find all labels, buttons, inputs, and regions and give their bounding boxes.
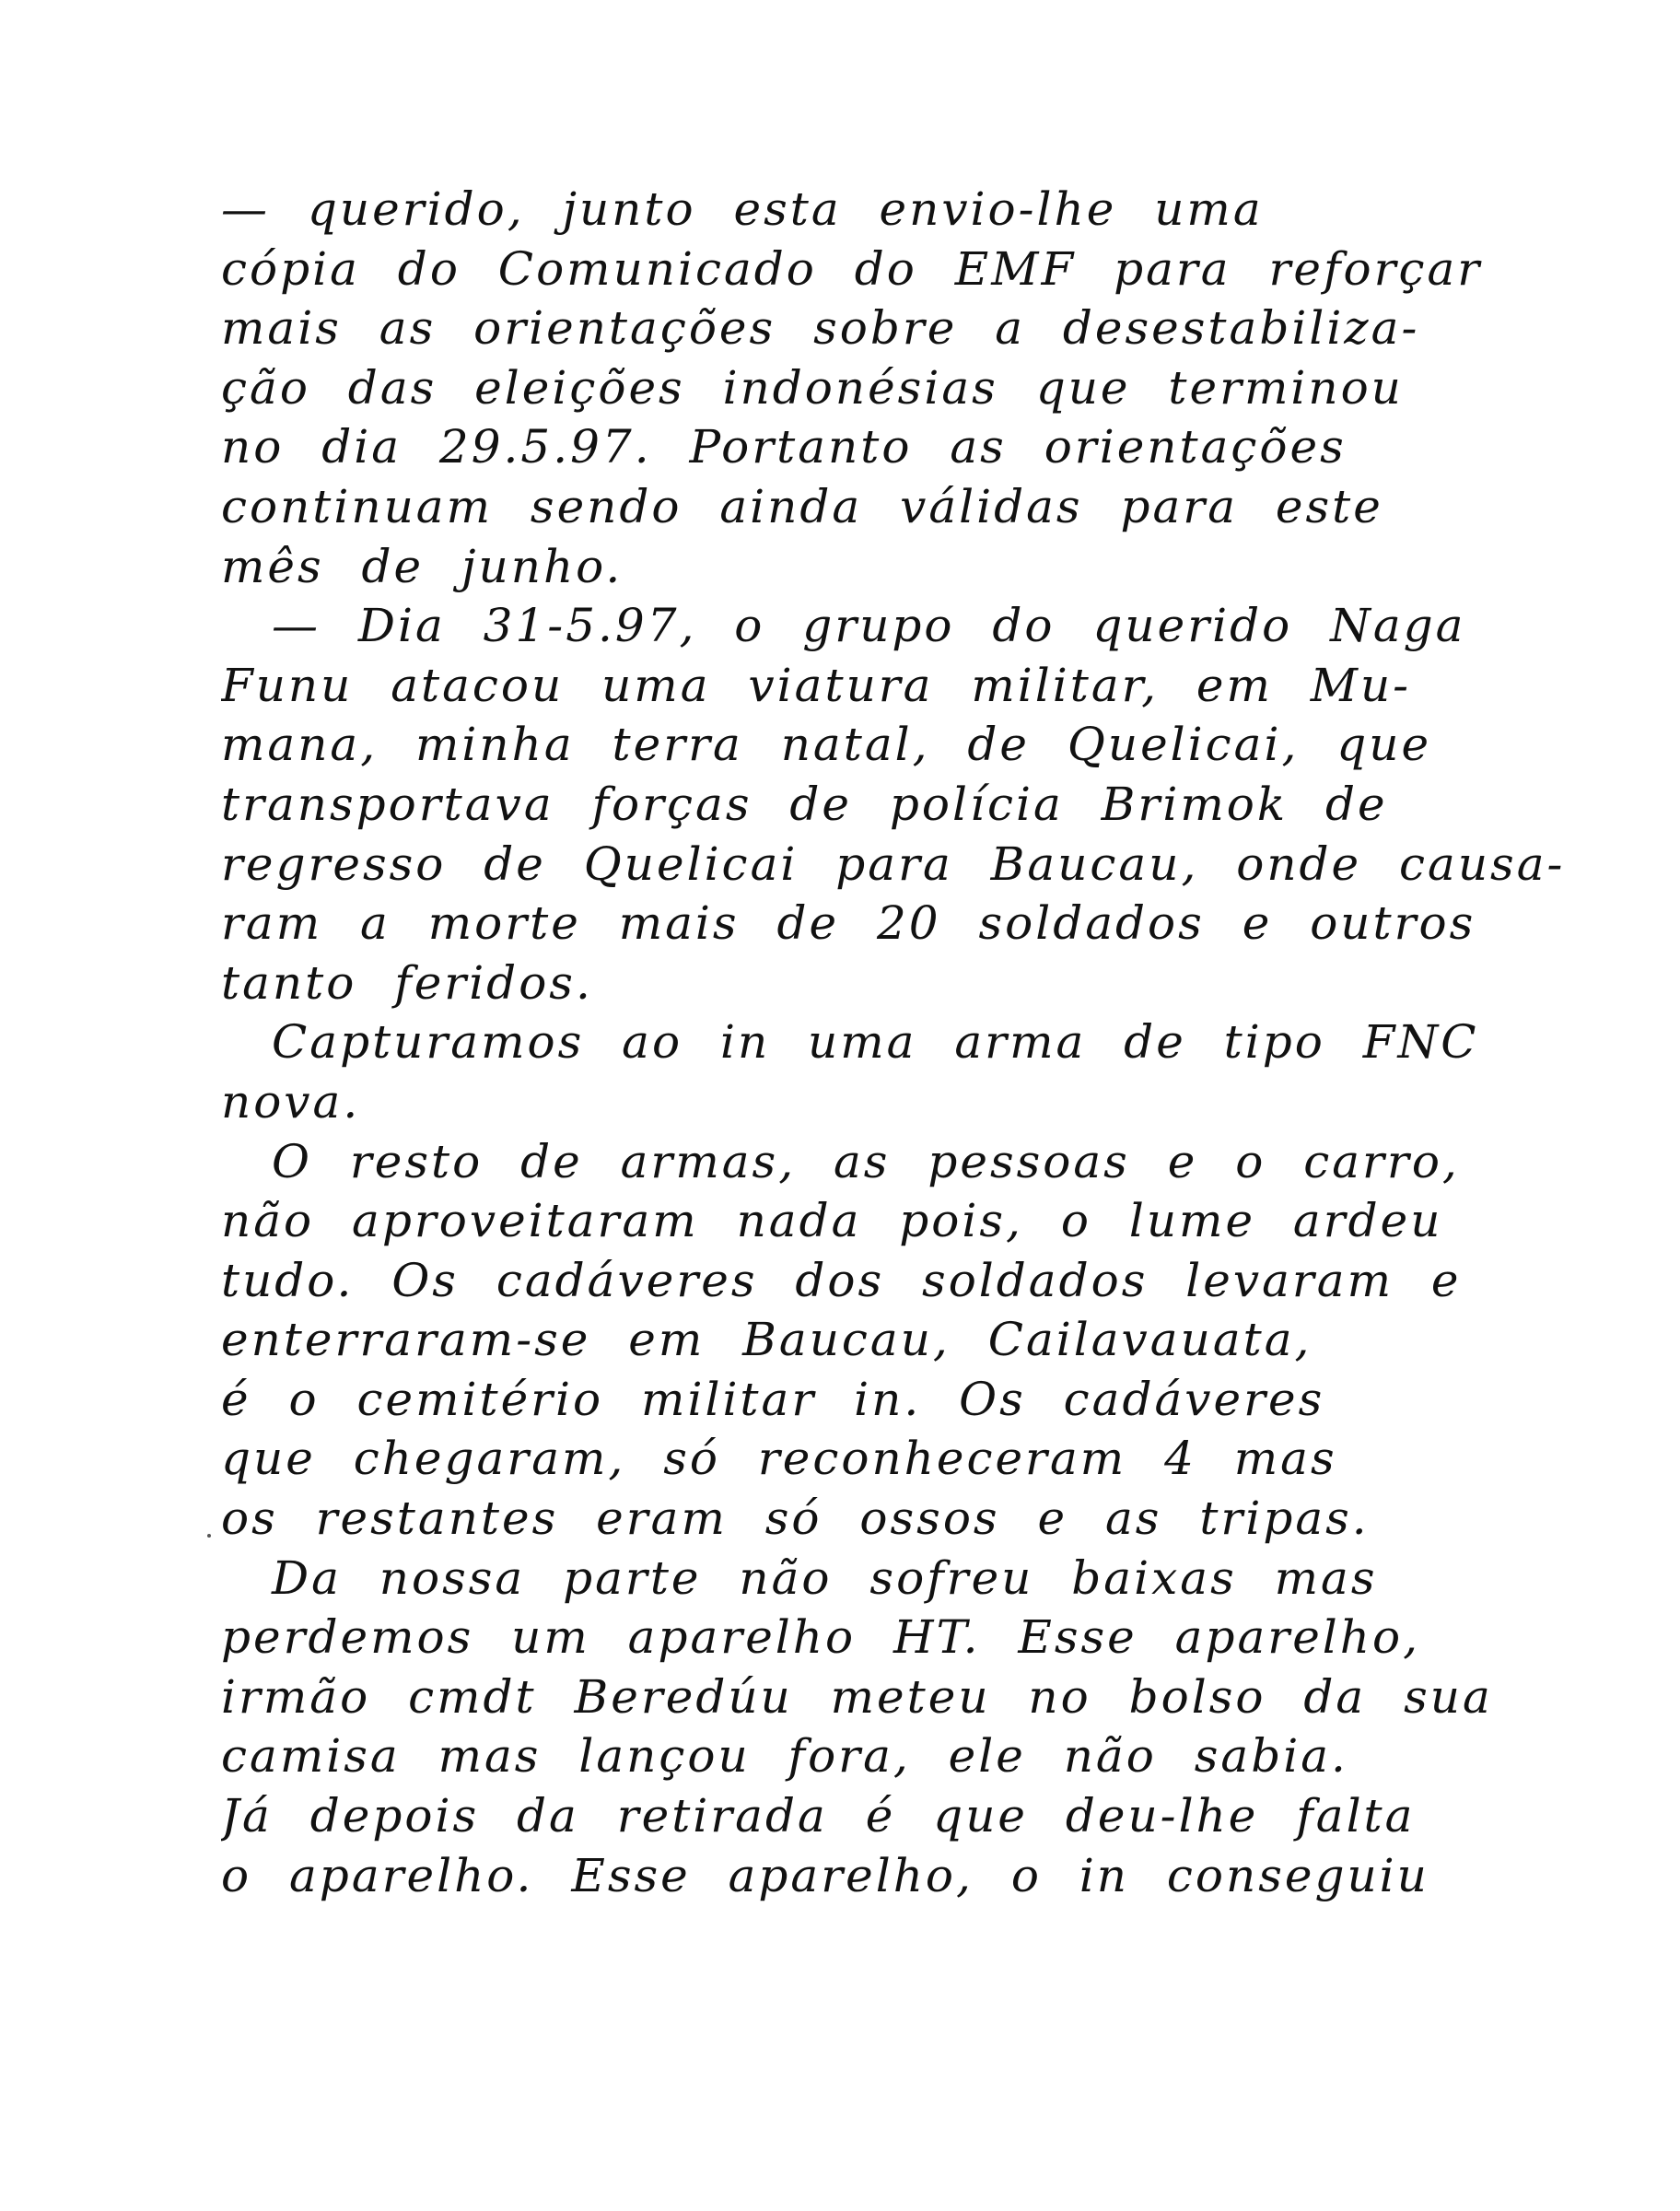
letter-line: transportava forças de polícia Brimok de (221, 777, 1388, 831)
letter-line: o aparelho. Esse aparelho, o in conseguiu (221, 1848, 1429, 1902)
letter-line: nova. (221, 1074, 361, 1129)
letter-line: irmão cmdt Beredúu meteu no bolso da sua (221, 1669, 1493, 1724)
letter-line: mana, minha terra natal, de Quelicai, que (221, 718, 1432, 772)
letter-line: não aproveitaram nada pois, o lume ardeu (221, 1194, 1443, 1248)
letter-line: enterraram-se em Baucau, Cailavauata, (221, 1313, 1312, 1367)
letter-line: perdemos um aparelho HT. Esse aparelho, (221, 1610, 1420, 1665)
letter-line: cópia do Comunicado do EMF para reforçar (221, 241, 1483, 296)
letter-line: que chegaram, só reconheceram 4 mas (221, 1432, 1337, 1486)
letter-line: Capturamos ao in uma arma de tipo FNC (272, 1015, 1479, 1070)
letter-line: O resto de armas, as pessoas e o carro, (272, 1134, 1460, 1188)
letter-line: os restantes eram só ossos e as tripas. (221, 1492, 1370, 1546)
letter-line: camisa mas lançou fora, ele não sabia. (221, 1729, 1348, 1784)
margin-speck (207, 1534, 211, 1538)
letter-line: tudo. Os cadáveres dos soldados levaram e (221, 1253, 1462, 1307)
letter-line: regresso de Quelicai para Baucau, onde causa- (221, 836, 1566, 891)
letter-line: Já depois da retirada é que deu-lhe falta (221, 1789, 1416, 1843)
letter-line: mais as orientações sobre a desestabiliza- (221, 301, 1420, 356)
letter-line: no dia 29.5.97. Portanto as orientações (221, 420, 1347, 474)
letter-line: Funu atacou uma viatura militar, em Mu- (221, 658, 1412, 712)
letter-line: mês de junho. (221, 539, 624, 593)
letter-line: ram a morte mais de 20 soldados e outros (221, 896, 1476, 951)
letter-line: tanto feridos. (221, 955, 593, 1010)
letter-line: — Dia 31-5.97, o grupo do querido Naga (272, 599, 1466, 653)
letter-line: é o cemitério militar in. Os cadáveres (221, 1372, 1325, 1426)
letter-line: — querido, junto esta envio-lhe uma (221, 182, 1264, 236)
letter-line: Da nossa parte não sofreu baixas mas (272, 1550, 1378, 1605)
letter-line: continuam sendo ainda válidas para este (221, 479, 1383, 533)
letter-line: ção das eleições indonésias que terminou (221, 360, 1404, 415)
letter-body (221, 180, 1621, 1905)
